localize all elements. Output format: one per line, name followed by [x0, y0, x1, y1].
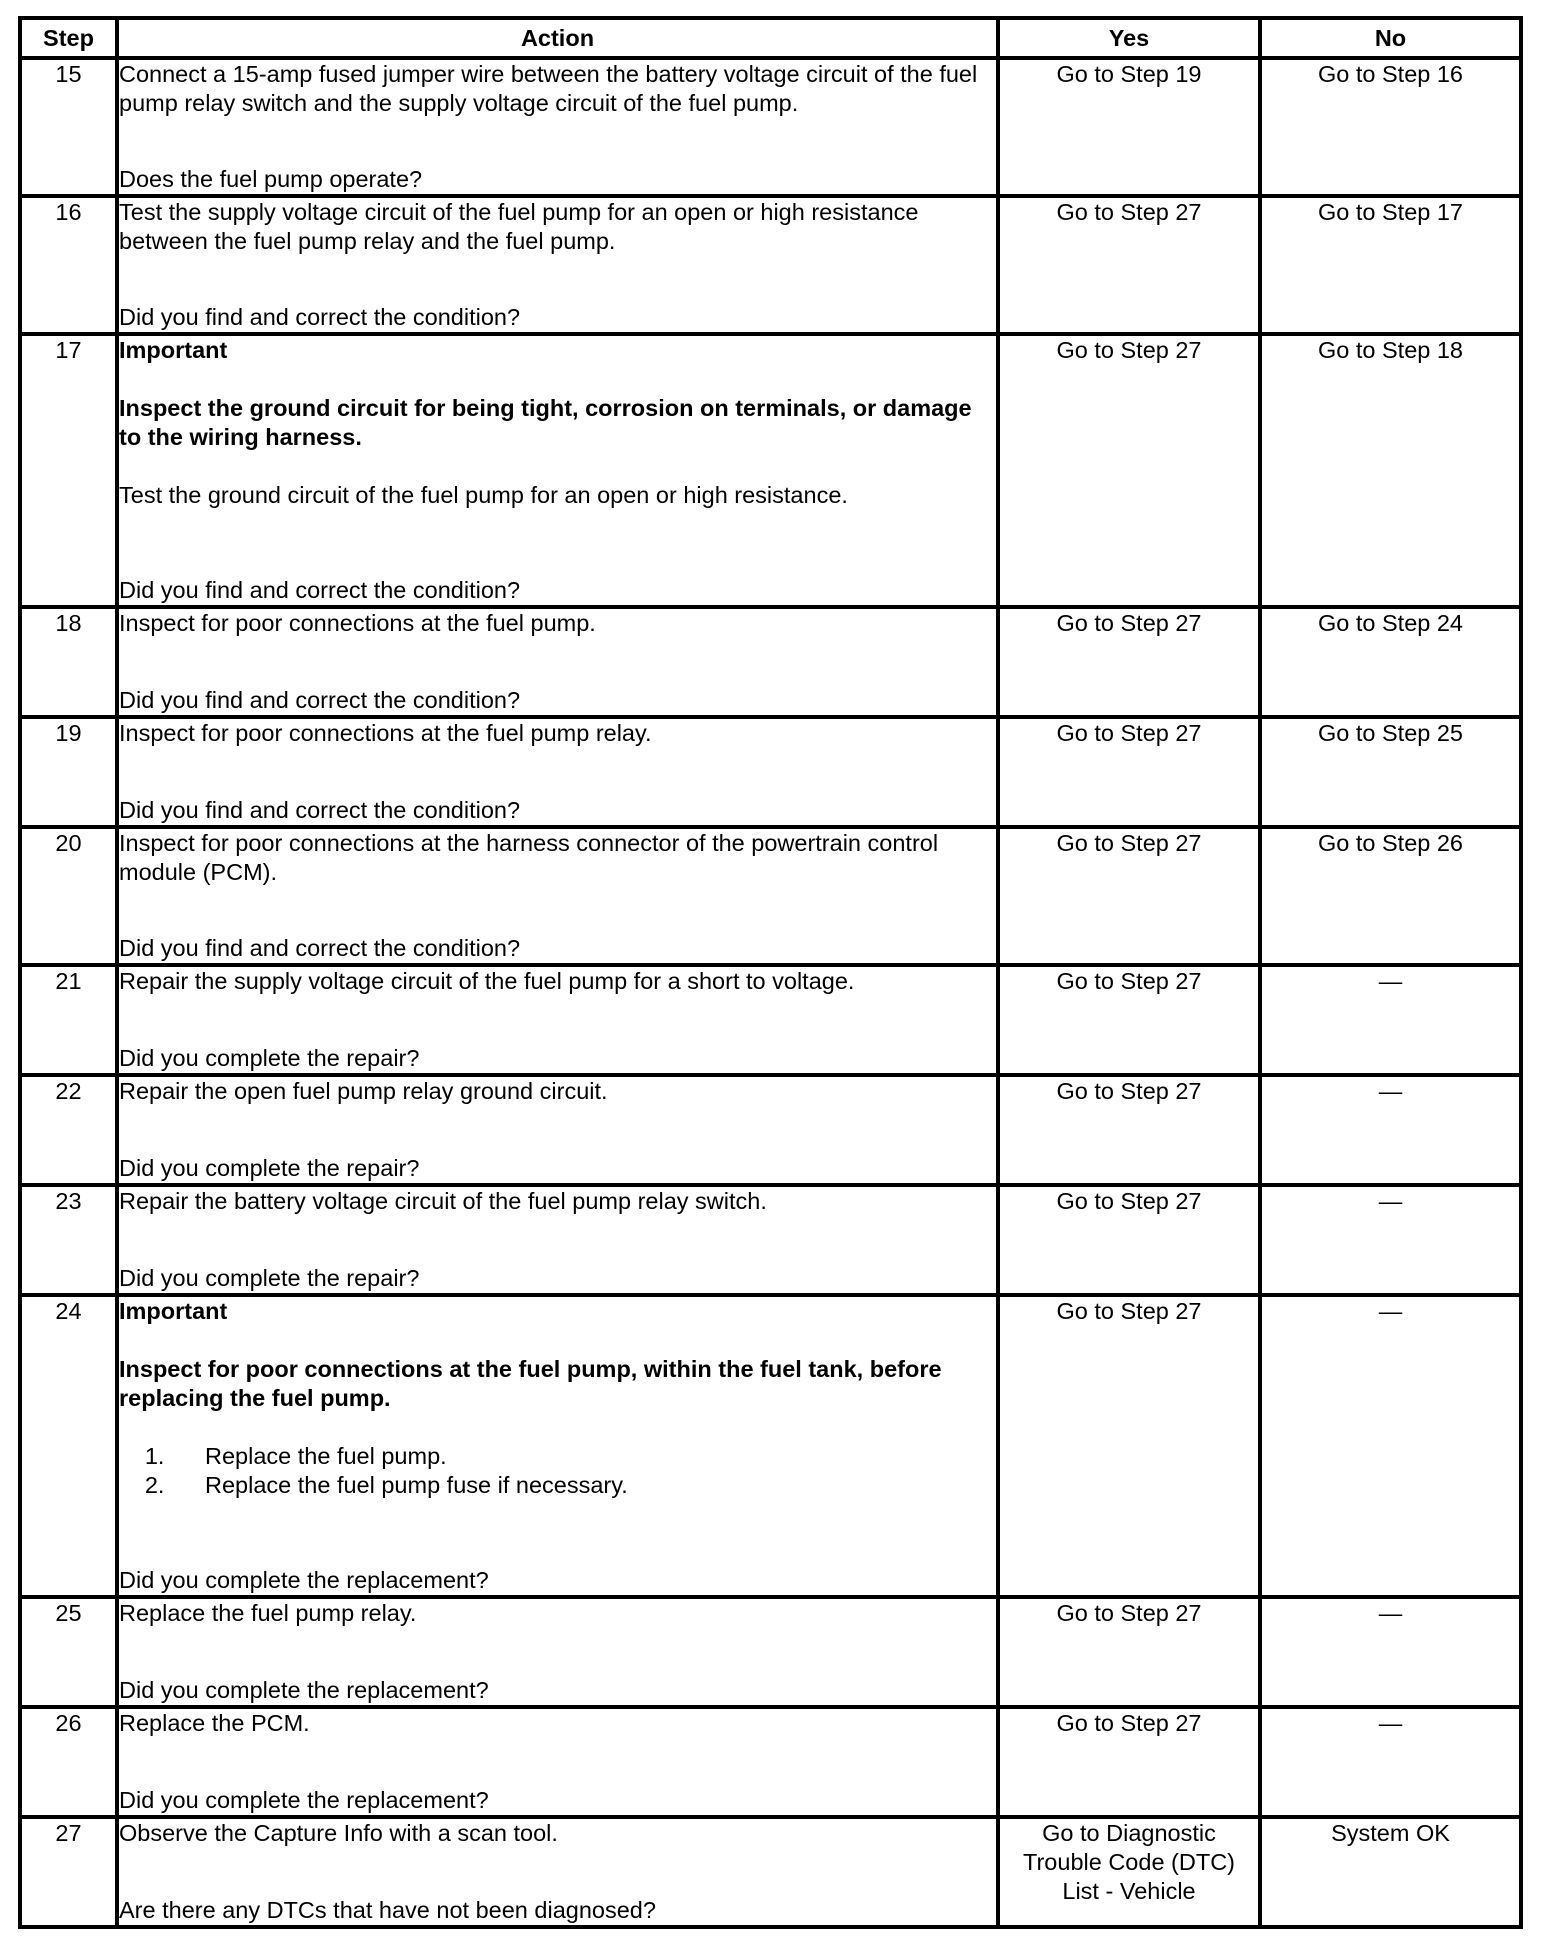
action-text: Test the ground circuit of the fuel pump for an open or high resistance.: [119, 482, 848, 508]
no-cell: [1260, 1817, 1521, 1927]
no-result: Go to Step 25: [1317, 720, 1464, 746]
no-result: Go to Step 26: [1317, 830, 1464, 856]
no-result: System OK: [1331, 1820, 1450, 1846]
header-row: [20, 18, 1521, 58]
action-question: Did you find and correct the condition?: [119, 687, 521, 713]
action-cell: [117, 607, 998, 717]
action-text: Inspect for poor connections at the fuel pump relay.: [119, 720, 652, 746]
yes-result: Go to Step 27: [1056, 199, 1202, 225]
action-cell: [117, 965, 998, 1075]
action-text: Test the supply voltage circuit of the fuel pump for an open or high resistance between the fuel pump relay and the fuel pump.: [119, 199, 919, 254]
yes-cell: [998, 1817, 1260, 1927]
important-text: Inspect the ground circuit for being tight, corrosion on terminals, or damage to the wiring harness.: [119, 395, 972, 450]
action-question: Did you complete the repair?: [119, 1045, 420, 1071]
replacement-list: [119, 1442, 996, 1500]
no-cell: [1260, 196, 1521, 334]
no-result: Go to Step 24: [1317, 610, 1464, 636]
step-number: 19: [20, 717, 117, 827]
no-result: Go to Step 18: [1317, 337, 1464, 363]
step-number: 26: [20, 1707, 117, 1817]
table-row: [20, 1185, 1521, 1295]
yes-result: Go to Step 19: [1056, 61, 1202, 87]
action-cell: [117, 58, 998, 196]
step-number: 18: [20, 607, 117, 717]
yes-cell: [998, 1295, 1260, 1597]
no-cell: [1260, 1597, 1521, 1707]
action-question: Did you complete the repair?: [119, 1265, 420, 1291]
header-action: Action: [117, 18, 998, 58]
no-result: —: [1378, 1188, 1403, 1214]
no-result: —: [1378, 1078, 1403, 1104]
no-cell: [1260, 334, 1521, 607]
action-question: Did you complete the replacement?: [119, 1787, 489, 1813]
table-row: [20, 334, 1521, 607]
yes-result: Go to Step 27: [1056, 830, 1202, 856]
table-row: [20, 1707, 1521, 1817]
no-cell: [1260, 607, 1521, 717]
yes-cell: [998, 717, 1260, 827]
table-row: [20, 1295, 1521, 1597]
action-text: Observe the Capture Info with a scan tool.: [119, 1820, 558, 1846]
no-cell: [1260, 1185, 1521, 1295]
table-row: [20, 1817, 1521, 1927]
yes-cell: [998, 196, 1260, 334]
table-row: [20, 965, 1521, 1075]
action-question: Are there any DTCs that have not been diagnosed?: [119, 1897, 656, 1923]
yes-result: Go to Step 27: [1056, 610, 1202, 636]
action-cell: [117, 827, 998, 965]
no-result: —: [1378, 1710, 1403, 1736]
step-number: 15: [20, 58, 117, 196]
yes-result: Go to Step 27: [1056, 1078, 1202, 1104]
yes-result: Go to Step 27: [1056, 1600, 1202, 1626]
action-cell: [117, 1707, 998, 1817]
table-row: [20, 1075, 1521, 1185]
important-heading: Important: [119, 337, 228, 363]
table-row: [20, 58, 1521, 196]
yes-result: Go to Step 27: [1056, 1188, 1202, 1214]
action-cell: [117, 1817, 998, 1927]
action-question: Did you find and correct the condition?: [119, 577, 521, 603]
step-number: 21: [20, 965, 117, 1075]
table-row: [20, 196, 1521, 334]
no-result: —: [1378, 1600, 1403, 1626]
yes-result: Go to Step 27: [1056, 968, 1202, 994]
header-step: Step: [20, 18, 117, 58]
yes-result: Go to Step 27: [1056, 337, 1202, 363]
action-cell: [117, 1075, 998, 1185]
yes-cell: [998, 1075, 1260, 1185]
action-question: Did you find and correct the condition?: [119, 304, 521, 330]
header-no: No: [1260, 18, 1521, 58]
no-cell: [1260, 1075, 1521, 1185]
action-cell: [117, 1185, 998, 1295]
step-number: 25: [20, 1597, 117, 1707]
no-cell: [1260, 827, 1521, 965]
header-yes: Yes: [998, 18, 1260, 58]
action-question: Did you complete the repair?: [119, 1155, 420, 1181]
yes-cell: [998, 965, 1260, 1075]
table-row: [20, 827, 1521, 965]
yes-cell: [998, 827, 1260, 965]
action-text: Connect a 15-amp fused jumper wire between the battery voltage circuit of the fuel pump relay switch and the supply voltage circuit of the fuel pump.: [119, 61, 978, 116]
step-number: 17: [20, 334, 117, 607]
step-number: 27: [20, 1817, 117, 1927]
no-result: Go to Step 16: [1317, 61, 1464, 87]
yes-cell: [998, 58, 1260, 196]
yes-cell: [998, 1597, 1260, 1707]
step-number: 16: [20, 196, 117, 334]
no-cell: [1260, 1707, 1521, 1817]
important-text: Inspect for poor connections at the fuel pump, within the fuel tank, before replacing the fuel pump.: [119, 1356, 942, 1411]
table-row: [20, 607, 1521, 717]
action-question: Did you complete the replacement?: [119, 1567, 489, 1593]
table-row: [20, 1597, 1521, 1707]
yes-result: Go to Diagnostic Trouble Code (DTC) List - Vehicle: [1023, 1820, 1235, 1904]
no-result: —: [1378, 1298, 1403, 1324]
action-text: Repair the supply voltage circuit of the fuel pump for a short to voltage.: [119, 968, 855, 994]
action-cell: [117, 196, 998, 334]
action-cell: [117, 1295, 998, 1597]
action-question: Did you find and correct the condition?: [119, 935, 521, 961]
step-number: 24: [20, 1295, 117, 1597]
action-question: Did you complete the replacement?: [119, 1677, 489, 1703]
no-result: Go to Step 17: [1317, 199, 1464, 225]
action-cell: [117, 1597, 998, 1707]
action-question: Did you find and correct the condition?: [119, 797, 521, 823]
table-row: [20, 717, 1521, 827]
step-number: 23: [20, 1185, 117, 1295]
action-text: Repair the battery voltage circuit of the fuel pump relay switch.: [119, 1188, 767, 1214]
action-text: Replace the PCM.: [119, 1710, 310, 1736]
action-text: Replace the fuel pump relay.: [119, 1600, 417, 1626]
diagnostic-table: [18, 16, 1523, 1929]
no-cell: [1260, 965, 1521, 1075]
step-number: 22: [20, 1075, 117, 1185]
yes-result: Go to Step 27: [1056, 720, 1202, 746]
yes-cell: [998, 1185, 1260, 1295]
action-cell: [117, 717, 998, 827]
yes-cell: [998, 607, 1260, 717]
no-cell: [1260, 1295, 1521, 1597]
yes-result: Go to Step 27: [1056, 1710, 1202, 1736]
no-cell: [1260, 717, 1521, 827]
action-text: Repair the open fuel pump relay ground circuit.: [119, 1078, 608, 1104]
step-number: 20: [20, 827, 117, 965]
action-text: Inspect for poor connections at the fuel pump.: [119, 610, 596, 636]
list-item: 2. Replace the fuel pump fuse if necessary.: [171, 1471, 996, 1500]
yes-result: Go to Step 27: [1056, 1298, 1202, 1324]
action-cell: [117, 334, 998, 607]
yes-cell: [998, 334, 1260, 607]
important-heading: Important: [119, 1298, 228, 1324]
no-cell: [1260, 58, 1521, 196]
list-item: 1. Replace the fuel pump.: [171, 1442, 996, 1471]
action-text: Inspect for poor connections at the harness connector of the powertrain control module (PCM).: [119, 830, 939, 885]
action-question: Does the fuel pump operate?: [119, 166, 423, 192]
no-result: —: [1378, 968, 1403, 994]
yes-cell: [998, 1707, 1260, 1817]
